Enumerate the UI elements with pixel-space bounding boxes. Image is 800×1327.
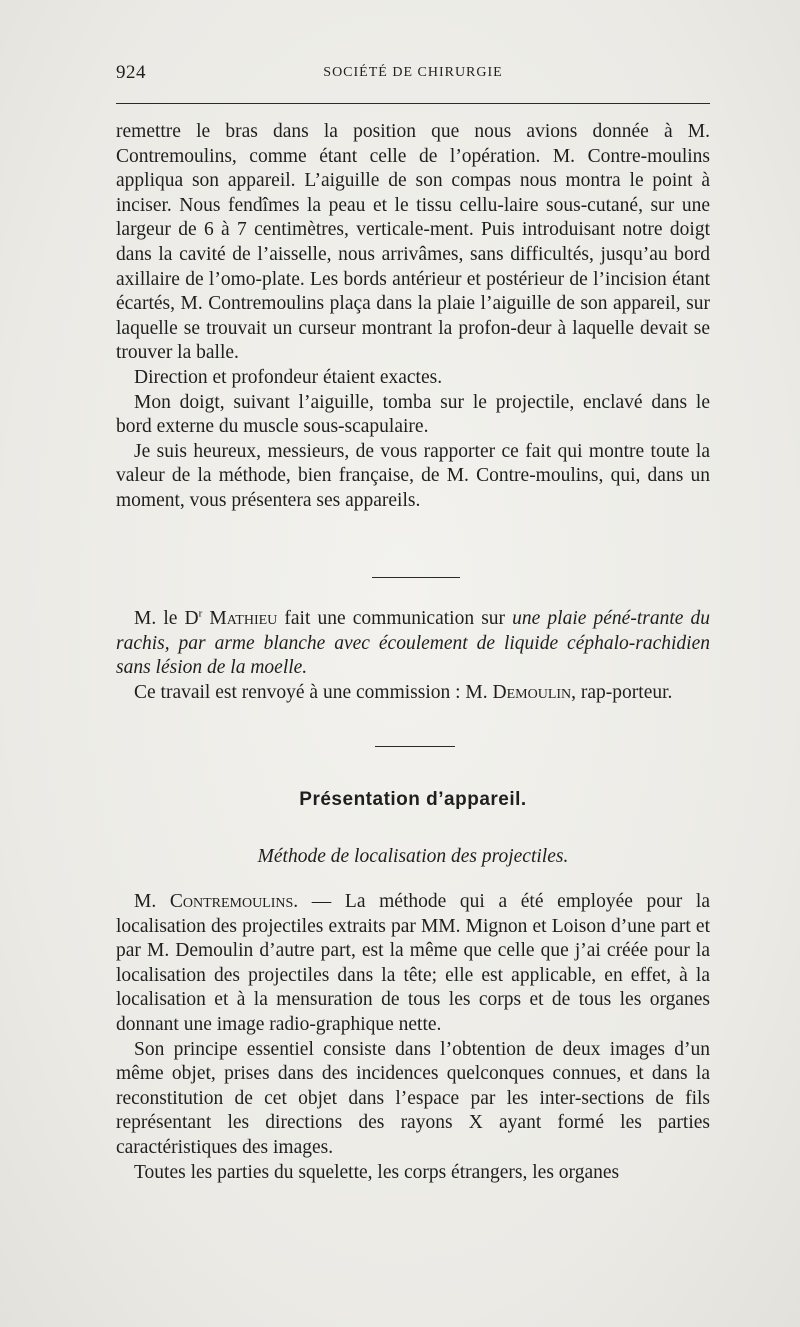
section-divider — [372, 577, 460, 578]
page-header — [116, 62, 710, 88]
paragraph-communication — [116, 607, 710, 681]
paragraph-operation: remettre le bras dans la position que nous avions donnée à M. Contremoulins, comme étant celle de l’opération. M. Contre-moulins appliqua son appareil. L’aiguille de son compas nous montra le point à inciser. Nous fendîmes la peau et le tissu cellu-laire sous-cutané, sur une largeur de 6 à 7 centimètres, verticale-ment. Puis introduisant notre doigt dans la cavité de l’aisselle, nous arrivâmes, sans difficultés, jusqu’au bord axillaire de l’omo-plate. Les bords antérieur et postérieur de l’incision étant écartés, M. Contremoulins plaça dans la plaie l’aiguille de son appareil, sur laquelle se trouvait un curseur montrant la profon-deur à laquelle devait se trouver la balle. — [116, 121, 710, 364]
section-divider — [375, 746, 455, 747]
communication-title: une plaie péné-trante du rachis, par arme blanche avec écoulement de liquide céphalo-rachidien sans lésion de la moelle. — [116, 608, 711, 679]
speaker-name: M. Contremoulins. — [134, 891, 299, 912]
text-fragment: M. le D — [134, 608, 199, 629]
communication-text — [116, 607, 710, 705]
text-fragment: — La méthode qui a été employée pour la localisation des projectiles extraits par MM. Mignon et Loison d’une part et par M. Demoulin d’autre part, est la même que celle que j’ai créée pour la localisation des projectiles dans la tête; elle est applicable, en effet, à la localisation et à la mensuration de tous les corps et de tous les organes donnant une image radio-graphique nette. — [116, 891, 710, 1035]
paragraph-method — [116, 890, 710, 1038]
superscript: r — [198, 607, 203, 620]
page-number: 924 — [116, 62, 146, 83]
text-fragment: fait une communication sur — [277, 608, 513, 629]
text-fragment: Ce travail est renvoyé à une commission : M. — [134, 681, 493, 703]
section-subtitle: Méthode de localisation des projectiles. — [257, 846, 569, 867]
paragraph-conclusion: Je suis heureux, messieurs, de vous rapporter ce fait qui montre toute la valeur de la méthode, bien française, de M. Contre-moulins, qui, dans un moment, vous présentera ses appareils. — [116, 440, 710, 511]
rapporteur-name: Demoulin — [492, 681, 572, 703]
author-name: Mathieu — [209, 608, 278, 629]
header-rule — [116, 103, 710, 104]
paragraph-commission — [116, 681, 710, 706]
paragraph-direction: Direction et profondeur étaient exactes. — [134, 366, 443, 388]
paragraph-principle: Son principe essentiel consiste dans l’obtention de deux images d’un même objet, prises dans des incidences quelconques connues, et dans la reconstitution de cet objet dans l’espace par les inter-sections de fils représentant les directions des rayons X ayant formé les parties caractéristiques des images. — [116, 1038, 710, 1158]
running-head: SOCIÉTÉ DE CHIRURGIE — [323, 65, 503, 80]
case-report-text — [116, 120, 710, 514]
paragraph-projectile: Mon doigt, suivant l’aiguille, tomba sur le projectile, enclavé dans le bord externe du muscle sous-scapulaire. — [116, 391, 710, 438]
section-title: Présentation d’appareil. — [299, 789, 527, 810]
text-fragment: , rap-porteur. — [571, 681, 673, 703]
method-text — [116, 890, 710, 1185]
paragraph-skeleton: Toutes les parties du squelette, les corps étrangers, les organes — [134, 1161, 620, 1183]
